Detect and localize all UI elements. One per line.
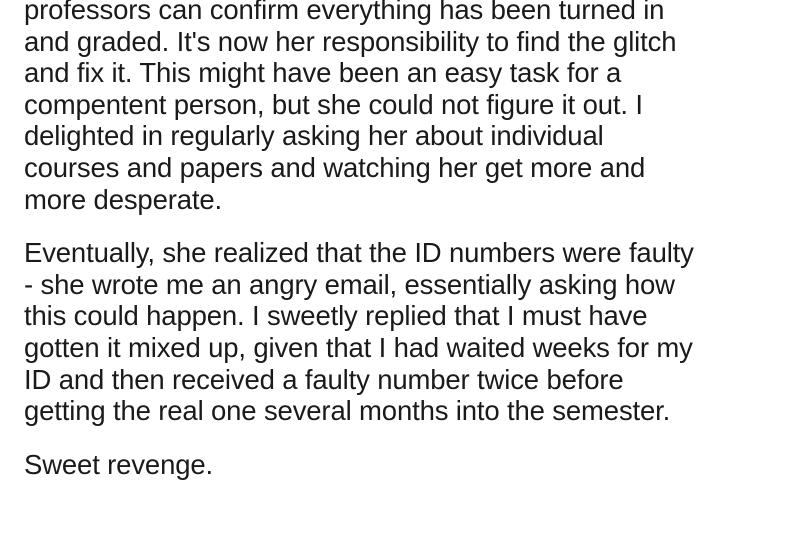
text-line: compentent person, but she could not figure it out. I [24, 88, 643, 120]
text-line: professors can confirm everything has been turned in [24, 0, 665, 25]
text-line: - she wrote me an angry email, essentially asking how [24, 268, 675, 300]
text-line: this could happen. I sweetly replied that I must have [24, 300, 648, 332]
text-line: and graded. It's now her responsibility to find the glitch [24, 25, 677, 57]
text-line: Eventually, she realized that the ID numbers were faulty [24, 237, 694, 269]
text-line: delighted in regularly asking her about individual [24, 120, 604, 152]
post-body [24, 0, 794, 480]
text-line: ID and then received a faulty number twice before [24, 363, 624, 395]
paragraph-2 [24, 237, 794, 427]
text-line: Sweet revenge. [24, 448, 213, 480]
text-line: courses and papers and watching her get more and [24, 151, 646, 183]
text-line: gotten it mixed up, given that I had waited weeks for my [24, 331, 693, 363]
text-line: and fix it. This might have been an easy task for a [24, 57, 622, 89]
text-line: more desperate. [24, 183, 222, 215]
paragraph-1 [24, 0, 794, 215]
paragraph-3 [24, 449, 794, 481]
text-line: getting the real one several months into the semester. [24, 395, 671, 427]
